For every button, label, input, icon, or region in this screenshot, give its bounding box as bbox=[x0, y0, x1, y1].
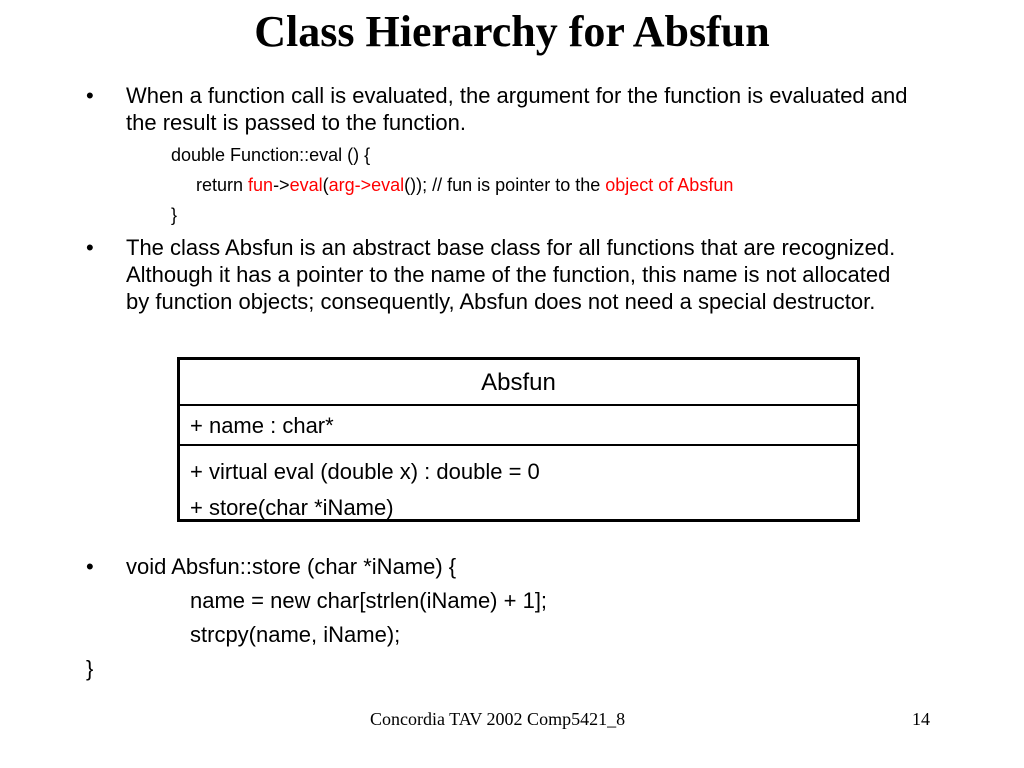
uml-class-name: Absfun bbox=[180, 360, 857, 406]
code-arrow: -> bbox=[273, 175, 290, 195]
uml-attribute: + name : char* bbox=[180, 406, 857, 446]
code-tail: ()); // fun is pointer to the bbox=[404, 175, 606, 195]
uml-class-box bbox=[177, 357, 860, 522]
page-number: 14 bbox=[912, 709, 930, 729]
uml-operations bbox=[180, 446, 857, 526]
store-line-2: name = new char[strlen(iName) + 1]; bbox=[190, 588, 548, 613]
code-line-1: double Function::eval () { bbox=[171, 145, 371, 165]
code-line-3: } bbox=[171, 205, 178, 225]
bullet2-text: The class Absfun is an abstract base class for all functions that are recognized. Although it has a pointer to the name of the function, this name is not allocated by function objects; consequently, Absfun does not need a special destructor. bbox=[126, 235, 896, 314]
bullet-marker: • bbox=[86, 83, 94, 108]
code-fun: fun bbox=[248, 175, 274, 195]
store-line-1: void Absfun::store (char *iName) { bbox=[126, 554, 457, 579]
bullet-marker: • bbox=[86, 235, 94, 260]
slide-title: Class Hierarchy for Absfun bbox=[254, 7, 770, 56]
code-line-2 bbox=[196, 173, 733, 197]
uml-operation: + virtual eval (double x) : double = 0 bbox=[190, 459, 540, 484]
uml-operation: + store(char *iName) bbox=[190, 495, 394, 520]
code-arg-eval: arg->eval bbox=[328, 175, 405, 195]
footer-text: Concordia TAV 2002 Comp5421_8 bbox=[370, 709, 626, 729]
code-eval: eval bbox=[289, 175, 323, 195]
code-paren: ( bbox=[322, 175, 329, 195]
code-return: return bbox=[196, 175, 249, 195]
bullet1-text: When a function call is evaluated, the argument for the function is evaluated and the result is passed to the function. bbox=[126, 83, 908, 135]
bullet-marker: • bbox=[86, 554, 94, 579]
store-line-4: } bbox=[86, 656, 94, 681]
store-line-3: strcpy(name, iName); bbox=[190, 622, 401, 647]
code-object: object of Absfun bbox=[605, 175, 734, 195]
